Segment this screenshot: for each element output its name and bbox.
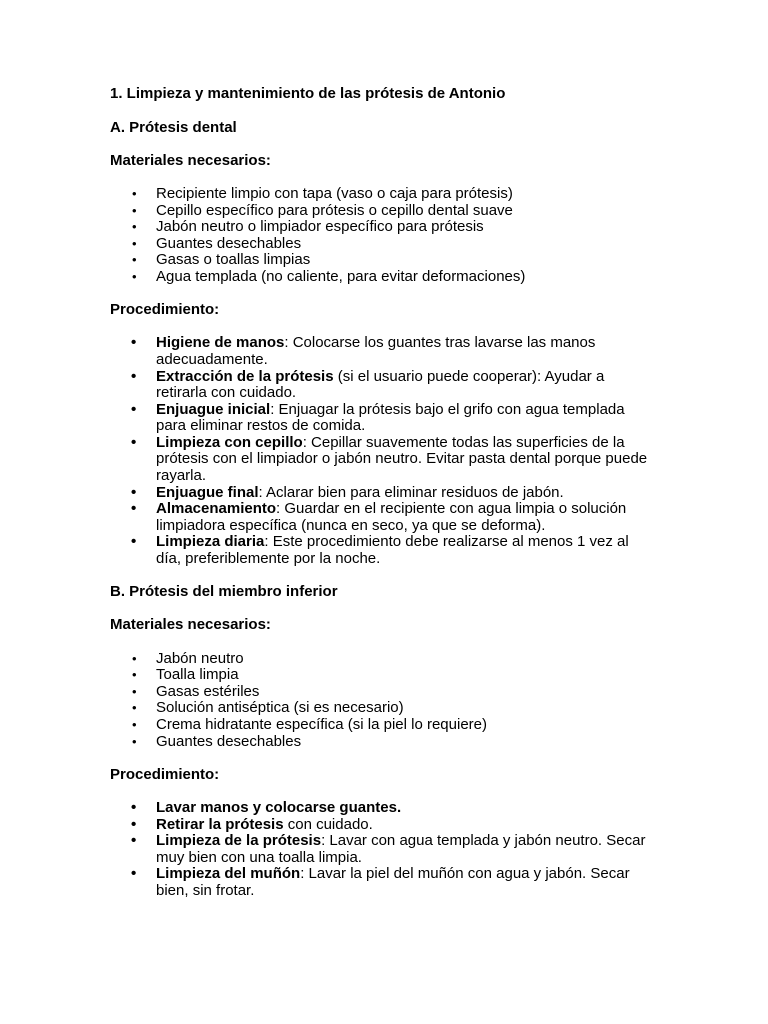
section-b-materials-heading: Materiales necesarios: <box>110 616 271 634</box>
list-item: • Jabón neutro <box>132 649 244 667</box>
procedure-step: • Retirar la prótesis con cuidado. <box>131 815 373 833</box>
section-a-heading: A. Prótesis dental <box>110 118 237 136</box>
bullet-icon: • <box>132 202 137 218</box>
list-item: • Gasas estériles <box>132 682 260 700</box>
section-b-heading: B. Prótesis del miembro inferior <box>110 583 338 601</box>
section-a-procedure-list <box>110 335 650 567</box>
list-item: • Jabón neutro o limpiador específico para prótesis <box>132 218 484 236</box>
bullet-icon: • <box>132 733 137 749</box>
bullet-icon: • <box>131 334 137 352</box>
bullet-icon: • <box>131 433 137 451</box>
list-item: • Guantes desechables <box>132 732 302 750</box>
bullet-icon: • <box>132 683 137 699</box>
list-item: • Solución antiséptica (si es necesario) <box>132 699 404 717</box>
procedure-step: • Almacenamiento: Guardar en el recipiente con agua limpia o solución limpiadora específica (nunca en seco, ya que se deforma). <box>131 500 627 534</box>
section-a-materials-list <box>110 186 650 286</box>
procedure-step: • Limpieza diaria: Este procedimiento debe realizarse al menos 1 vez al día, preferiblemente por la noche. <box>131 533 629 568</box>
bullet-icon: • <box>131 483 137 501</box>
bullet-icon: • <box>132 235 137 251</box>
bullet-icon: • <box>132 252 137 268</box>
bullet-icon: • <box>131 798 137 816</box>
bullet-icon: • <box>131 500 137 518</box>
procedure-step: • Limpieza de la prótesis: Lavar con agua templada y jabón neutro. Secar muy bien con una toalla limpia. <box>131 832 646 866</box>
procedure-step: • Lavar manos y colocarse guantes. <box>131 798 402 816</box>
section-b-procedure-heading: Procedimiento: <box>110 765 220 783</box>
procedure-step: • Enjuague final: Aclarar bien para eliminar residuos de jabón. <box>131 483 564 501</box>
section-b-materials-list <box>110 651 650 751</box>
procedure-step: • Limpieza del muñón: Lavar la piel del muñón con agua y jabón. Secar bien, sin frotar. <box>131 865 630 899</box>
section-b-procedure-list <box>110 800 650 900</box>
bullet-icon: • <box>131 533 137 551</box>
list-item: • Agua templada (no caliente, para evitar deformaciones) <box>132 267 526 285</box>
list-item: • Toalla limpia <box>132 666 239 684</box>
list-item: • Crema hidratante específica (si la piel lo requiere) <box>132 715 487 733</box>
procedure-step: • Limpieza con cepillo: Cepillar suavemente todas las superficies de la prótesis con el limpiador o jabón neutro. Evitar pasta dental porque puede rayarla. <box>131 433 648 485</box>
list-item: • Gasas o toallas limpias <box>132 251 311 269</box>
bullet-icon: • <box>132 219 137 235</box>
bullet-icon: • <box>132 185 137 201</box>
section-a-procedure-heading: Procedimiento: <box>110 301 220 319</box>
list-item: • Guantes desechables <box>132 234 302 252</box>
procedure-step: • Enjuague inicial: Enjuagar la prótesis bajo el grifo con agua templada para eliminar restos de comida. <box>131 400 625 435</box>
bullet-icon: • <box>131 815 137 833</box>
bullet-icon: • <box>131 832 137 850</box>
bullet-icon: • <box>132 268 137 284</box>
bullet-icon: • <box>131 865 137 883</box>
bullet-icon: • <box>132 667 137 683</box>
list-item: • Recipiente limpio con tapa (vaso o caja para prótesis) <box>132 184 513 202</box>
bullet-icon: • <box>131 367 137 385</box>
bullet-icon: • <box>132 650 137 666</box>
list-item: • Cepillo específico para prótesis o cepillo dental suave <box>132 201 513 219</box>
bullet-icon: • <box>131 400 137 418</box>
bullet-icon: • <box>132 700 137 716</box>
document-title: 1. Limpieza y mantenimiento de las prótesis de Antonio <box>110 85 506 102</box>
document-content <box>110 86 650 900</box>
procedure-step: • Higiene de manos: Colocarse los guantes tras lavarse las manos adecuadamente. <box>131 334 596 368</box>
bullet-icon: • <box>132 716 137 732</box>
procedure-step: • Extracción de la prótesis (si el usuario puede cooperar): Ayudar a retirarla con cuidado. <box>131 367 605 402</box>
section-a-materials-heading: Materiales necesarios: <box>110 151 271 169</box>
